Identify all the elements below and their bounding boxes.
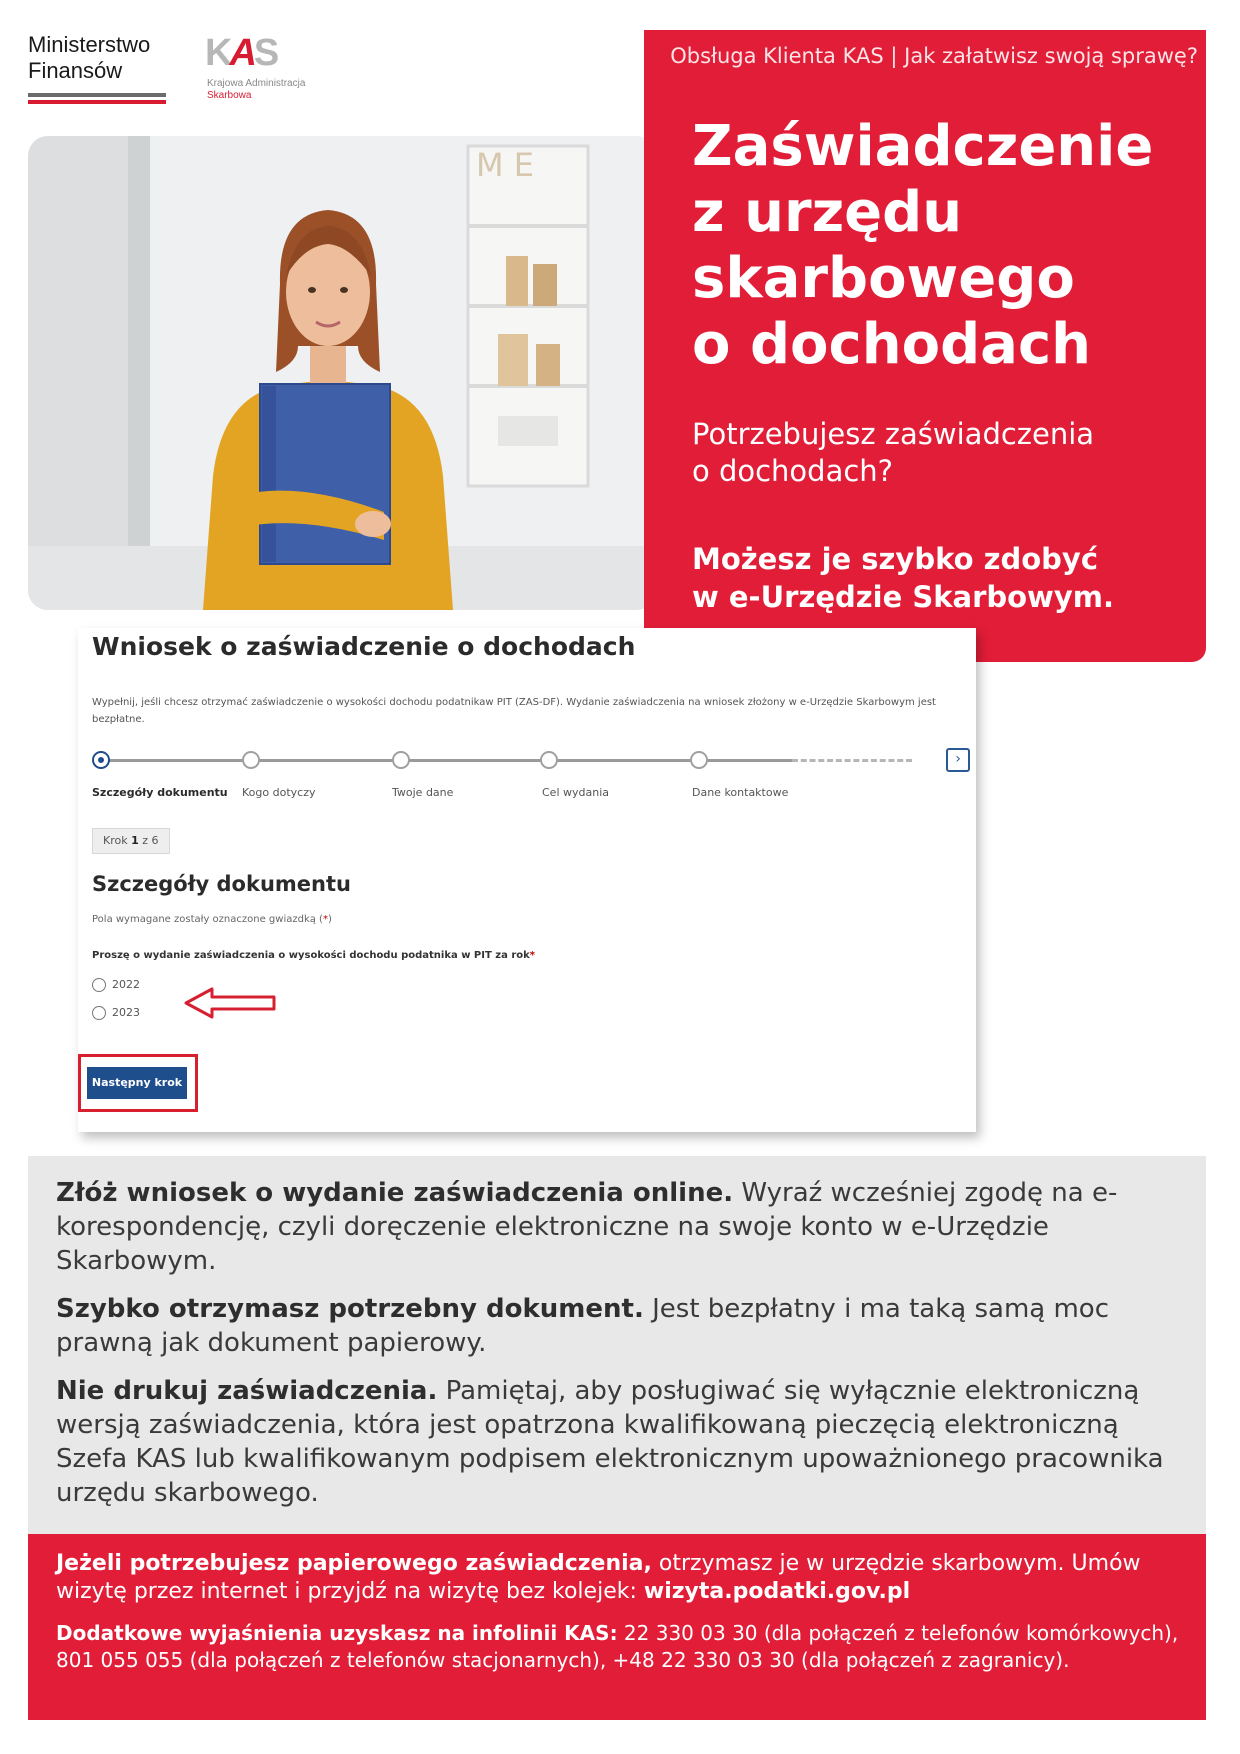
stepper-track — [100, 759, 792, 762]
hero-card — [644, 30, 1206, 662]
hero-cta-line: w e-Urzędzie Skarbowym. — [692, 580, 1114, 614]
hero-title-line: z urzędu — [692, 180, 963, 245]
radio-option-2023[interactable] — [92, 1006, 140, 1024]
section-title: Szczegóły dokumentu — [92, 872, 351, 896]
step-dot[interactable] — [242, 751, 260, 769]
radio-option-label[interactable]: 2022 — [112, 978, 140, 991]
step-label-active[interactable]: Szczegóły dokumentu — [92, 786, 228, 799]
info-bold: Złóż wniosek o wydanie zaświadczenia online. — [56, 1178, 734, 1208]
red-arrow-left-icon — [182, 986, 282, 1020]
required-note-text: Pola wymagane zostały oznaczone gwiazdką ( — [92, 914, 323, 925]
hero-title-line: Zaświadczenie — [692, 114, 1154, 179]
footer-box — [28, 1534, 1206, 1720]
logo-bar-red — [28, 100, 166, 104]
step-label[interactable]: Cel wydania — [542, 786, 609, 799]
info-paragraph-no-print — [56, 1374, 1182, 1510]
next-step-button[interactable]: Następny krok — [87, 1067, 187, 1099]
appointment-website-link[interactable]: wizyta.podatki.gov.pl — [643, 1579, 911, 1604]
next-button-highlight — [78, 1054, 198, 1112]
hero-title-line: o dochodach — [692, 312, 1091, 377]
woman-with-folder-photo — [28, 136, 656, 610]
info-bold: Szybko otrzymasz potrzebny dokument. — [56, 1294, 644, 1324]
ministry-logo-line1: Ministerstwo — [28, 32, 151, 57]
footer-helpline — [56, 1620, 1182, 1674]
step-counter-prefix: Krok — [103, 834, 128, 847]
chevron-right-icon[interactable]: › — [946, 748, 970, 772]
logo-bar-grey — [28, 93, 166, 97]
step-counter-badge — [92, 828, 170, 854]
info-paragraph-online — [56, 1176, 1182, 1278]
year-question-star: * — [529, 950, 536, 961]
footer-bold: Jeżeli potrzebujesz papierowego zaświadczenia, — [56, 1551, 652, 1576]
step-dot[interactable] — [540, 751, 558, 769]
hero-call-to-action — [692, 540, 1172, 616]
form-title: Wniosek o zaświadczenie o dochodach — [92, 632, 636, 661]
step-label[interactable]: Twoje dane — [392, 786, 454, 799]
radio-circle-icon[interactable] — [92, 1006, 106, 1020]
step-dot-active[interactable] — [92, 751, 110, 769]
footer-paper-certificate — [56, 1550, 1182, 1606]
info-paragraph-fast — [56, 1292, 1182, 1360]
step-label[interactable]: Dane kontaktowe — [692, 786, 789, 799]
ministry-logo-line2: Finansów — [28, 58, 123, 83]
step-dot[interactable] — [690, 751, 708, 769]
stepper-labels — [92, 786, 952, 806]
ministry-of-finance-logo — [28, 32, 166, 104]
kas-logo-mark-icon: KAS — [205, 32, 277, 74]
required-fields-note — [92, 914, 332, 925]
customer-service-breadcrumb: Obsługa Klienta KAS | Jak załatwisz swoją sprawę? — [670, 44, 1198, 68]
application-form-screenshot — [78, 628, 976, 1132]
required-star: * — [322, 914, 328, 925]
hero-question-line: Potrzebujesz zaświadczenia — [692, 417, 1095, 451]
footer-text: 22 330 03 30 (dla połączeń z telefonów komórkowych), 801 055 055 (dla połączeń z telefonów stacjonarnych), +48 22 330 03 30 (dla połączeń z zagranicy). — [56, 1621, 1179, 1672]
radio-circle-icon[interactable] — [92, 978, 106, 992]
hero-question-line: o dochodach? — [692, 454, 894, 488]
info-bold: Nie drukuj zaświadczenia. — [56, 1376, 438, 1406]
info-text: Wyraź wcześniej zgodę na e-korespondencję, czyli doręczenie elektroniczne na swoje konto w e-Urzędzie Skarbowym. — [56, 1178, 1118, 1276]
step-counter-current: 1 — [131, 834, 139, 847]
hero-title — [692, 114, 1172, 378]
info-box — [28, 1156, 1206, 1534]
kas-logo — [205, 32, 335, 102]
step-dot[interactable] — [392, 751, 410, 769]
info-text: Pamiętaj, aby posługiwać się wyłącznie elektroniczną wersją zaświadczenia, która jest opatrzona kwalifikowaną pieczęcią elektroniczną Szefa KAS lub kwalifikowanym podpisem elektronicznym upoważnionego pracownika urzędu skarbowego. — [56, 1376, 1164, 1508]
year-question-label — [92, 950, 535, 961]
form-intro: Wypełnij, jeśli chcesz otrzymać zaświadczenie o wysokości dochodu podatnikaw PIT (ZAS-DF). Wydanie zaświadczenia na wniosek złożony w e-Urzędzie Skarbowym jest bezpłatne. — [92, 697, 936, 725]
step-label[interactable]: Kogo dotyczy — [242, 786, 316, 799]
stepper-track-dashed — [792, 759, 912, 762]
kas-logo-text-line1: Krajowa Administracja — [207, 78, 306, 89]
hero-title-line: skarbowego — [692, 246, 1075, 311]
info-text: Jest bezpłatny i ma taką samą moc prawną jak dokument papierowy. — [56, 1294, 1109, 1358]
kas-logo-text-line2: Skarbowa — [207, 90, 252, 101]
hero-cta-line: Możesz je szybko zdobyć — [692, 542, 1099, 576]
year-question-text: Proszę o wydanie zaświadczenia o wysokości dochodu podatnika w PIT za rok — [92, 950, 530, 961]
footer-text: otrzymasz je w urzędzie skarbowym. Umów wizytę przez internet i przyjdź na wizytę bez kolejek: — [56, 1551, 1141, 1604]
radio-option-label[interactable]: 2023 — [112, 1006, 140, 1019]
svg-text:M E: M E — [476, 146, 534, 184]
required-note-close: ) — [327, 914, 332, 925]
radio-option-2022[interactable] — [92, 978, 140, 996]
footer-bold: Dodatkowe wyjaśnienia uzyskasz na infolinii KAS: — [56, 1621, 618, 1645]
step-counter-suffix: z 6 — [142, 834, 159, 847]
hero-question — [692, 416, 1162, 490]
